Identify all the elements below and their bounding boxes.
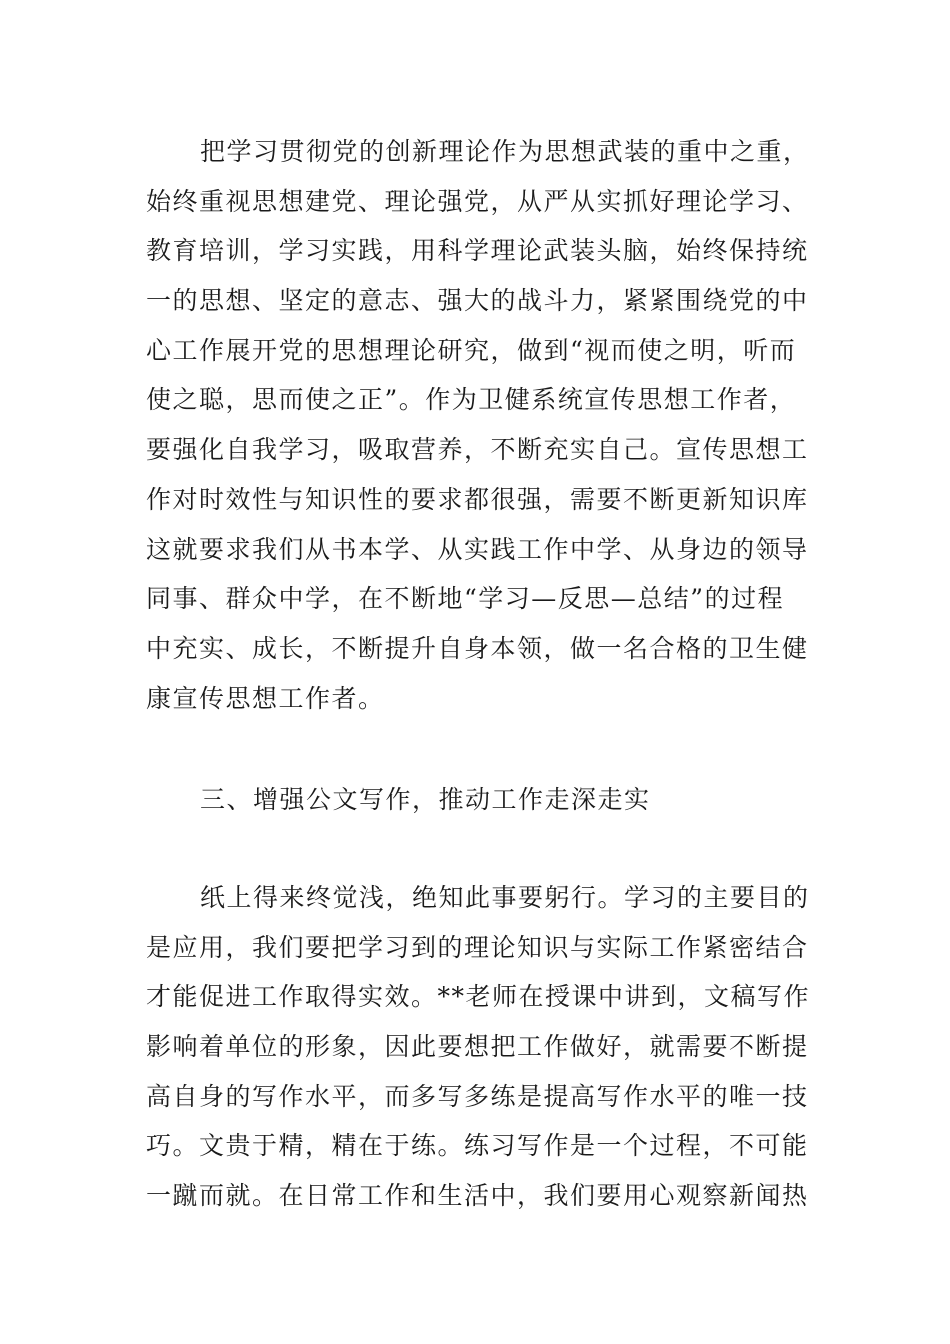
paragraph-1-line: 这就要求我们从书本学、从实践工作中学、从身边的领导 [146,534,809,564]
paragraph-1-line: 一的思想、坚定的意志、强大的战斗力，紧紧围绕党的中 [146,286,809,316]
paragraph-1-line: 把学习贯彻党的创新理论作为思想武装的重中之重， [200,137,810,166]
paragraph-2-line: 高自身的写作水平，而多写多练是提高写作水平的唯一技 [146,1081,809,1111]
paragraph-2-line: 巧。文贵于精，精在于练。练习写作是一个过程，不可能 [146,1131,809,1161]
paragraph-2-line: 一蹴而就。在日常工作和生活中，我们要用心观察新闻热 [146,1181,809,1211]
paragraph-1-line: 作对时效性与知识性的要求都很强，需要不断更新知识库 [146,484,809,514]
paragraph-2-line: 影响着单位的形象，因此要想把工作做好，就需要不断提 [146,1032,809,1062]
paragraph-1-line: 同事、群众中学，在不断地“学习—反思—总结”的过程 [146,584,785,614]
paragraph-2-line: 才能促进工作取得实效。**老师在授课中讲到，文稿写作 [146,982,811,1012]
paragraph-1-line: 心工作展开党的思想理论研究，做到“视而使之明，听而 [146,335,797,365]
paragraph-2-line: 纸上得来终觉浅，绝知此事要躬行。学习的主要目的 [200,883,810,912]
paragraph-1-line: 始终重视思想建党、理论强党，从严从实抓好理论学习、 [146,186,809,216]
paragraph-2-line: 是应用，我们要把学习到的理论知识与实际工作紧密结合 [146,932,809,962]
paragraph-1-line: 康宣传思想工作者。 [146,683,385,713]
paragraph-1-line: 使之聪，思而使之正”。作为卫健系统宣传思想工作者， [146,385,797,415]
paragraph-1-line: 中充实、成长，不断提升自身本领，做一名合格的卫生健 [146,633,809,663]
paragraph-1-line: 要强化自我学习，吸取营养，不断充实自己。宣传思想工 [146,435,809,465]
section-heading [146,775,806,825]
paragraph-2 [146,873,811,1221]
paragraph-1-line: 教育培训，学习实践，用科学理论武装头脑，始终保持统 [146,236,809,266]
section-heading-text: 三、增强公文写作，推动工作走深走实 [200,785,651,814]
paragraph-1 [146,127,810,723]
